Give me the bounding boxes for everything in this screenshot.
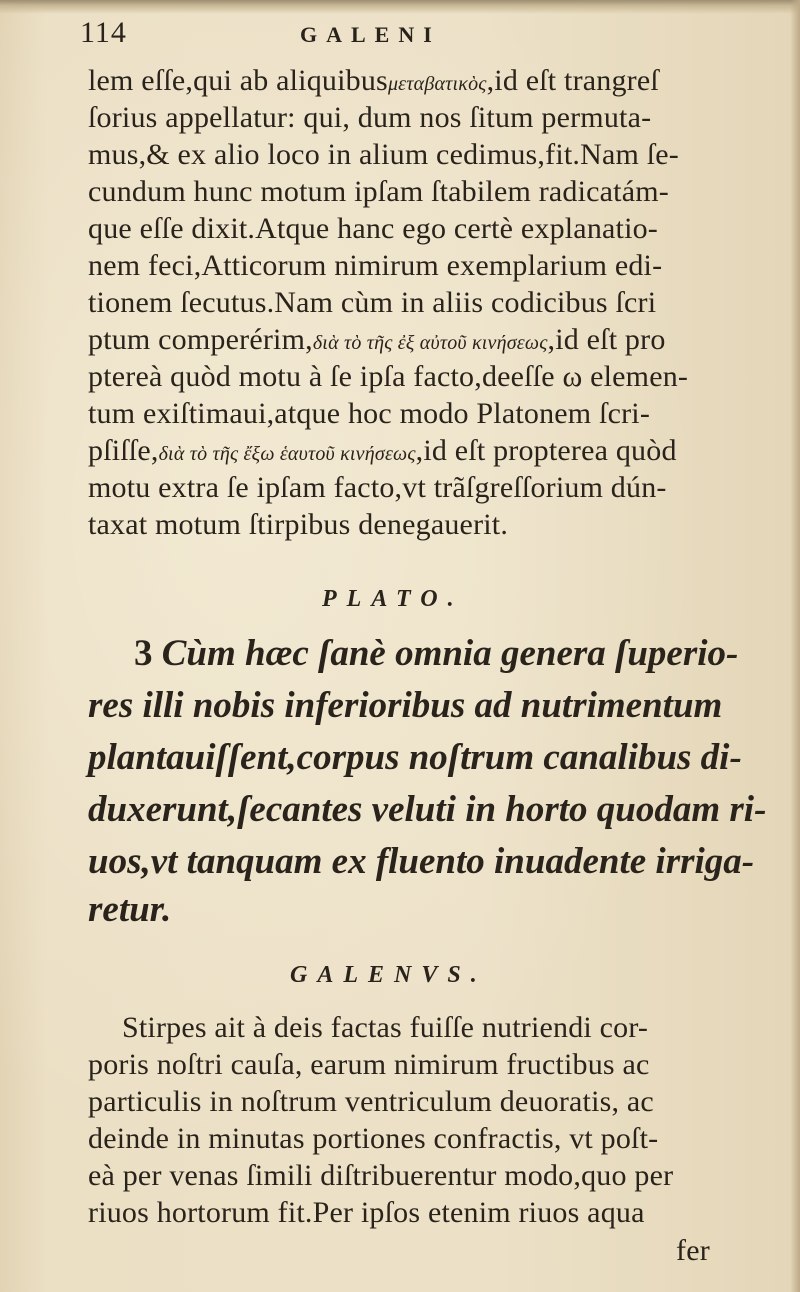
commentary-line: pſiſſe,διὰ τὸ τῆς ἔξω ἑαυτοῦ κινήσεως,id eſt propterea quòd bbox=[88, 434, 677, 467]
commentary-line: ſorius appellatur: qui, dum nos ſitum permuta- bbox=[88, 101, 652, 134]
catchword: fer bbox=[676, 1234, 710, 1267]
commentary-line: poris noſtri cauſa, earum nimirum fructibus ac bbox=[88, 1048, 650, 1081]
commentary-line: eà per venas ſimili diſtribuerentur modo,quo per bbox=[88, 1159, 674, 1192]
commentary-line: taxat motum ſtirpibus denegauerit. bbox=[88, 508, 509, 541]
commentary-line: tionem ſecutus.Nam cùm in aliis codicibus ſcri bbox=[88, 286, 657, 319]
commentary-line: lem eſſe,qui ab aliquibusμεταβατικὸς,id eſt trangreſ bbox=[88, 64, 659, 97]
section-heading-plato: PLATO. bbox=[322, 586, 464, 612]
commentary-line: deinde in minutas portiones confractis, vt poſt- bbox=[88, 1122, 659, 1155]
plato-line: uos,vt tanquam ex fluento inuadente irriga- bbox=[88, 841, 755, 882]
commentary-line: nem feci,Atticorum nimirum exemplarium edi- bbox=[88, 249, 663, 282]
plato-line: 3 Cùm hæc ſanè omnia genera ſuperio- bbox=[134, 633, 739, 674]
commentary-line: cundum hunc motum ipſam ſtabilem radicatám- bbox=[88, 175, 669, 208]
commentary-line: mus,& ex alio loco in alium cedimus,fit.Nam ſe- bbox=[88, 138, 679, 171]
commentary-line: ptereà quòd motu à ſe ipſa facto,deeſſe ω elemen- bbox=[88, 360, 689, 393]
section-heading-galenus: GALENVS. bbox=[290, 962, 487, 988]
page-top-edge bbox=[0, 0, 800, 14]
commentary-line: motu extra ſe ipſam facto,vt trãſgreſſorium dún- bbox=[88, 471, 667, 504]
commentary-line: riuos hortorum fit.Per ipſos etenim riuos aqua bbox=[88, 1196, 645, 1229]
greek-phrase: μεταβατικὸς bbox=[387, 73, 487, 95]
commentary-line: que eſſe dixit.Atque hanc ego certè explanatio- bbox=[88, 212, 658, 245]
plato-line: retur. bbox=[88, 889, 172, 930]
page-right-edge bbox=[790, 0, 800, 1292]
commentary-line: tum exiſtimaui,atque hoc modo Platonem ſcri- bbox=[88, 397, 651, 430]
running-head: GALENI bbox=[300, 22, 441, 47]
plato-line: res illi nobis inferioribus ad nutrimentum bbox=[88, 685, 723, 726]
page-number: 114 bbox=[80, 16, 127, 49]
plato-line: duxerunt,ſecantes veluti in horto quodam ri- bbox=[88, 789, 767, 830]
greek-phrase: διὰ τὸ τῆς ἔξω ἑαυτοῦ κινήσεως bbox=[158, 443, 416, 465]
greek-phrase: διὰ τὸ τῆς ἐξ αὐτοῦ κινήσεως bbox=[312, 332, 548, 354]
paragraph-number: 3 bbox=[134, 633, 153, 674]
plato-line: plantauiſſent,corpus noſtrum canalibus di- bbox=[88, 737, 742, 778]
commentary-line: Stirpes ait à deis factas fuiſſe nutriendi cor- bbox=[122, 1011, 649, 1044]
commentary-line: particulis in noſtrum ventriculum deuoratis, ac bbox=[88, 1085, 654, 1118]
commentary-line: ptum comperérim,διὰ τὸ τῆς ἐξ αὐτοῦ κινήσεως,id eſt pro bbox=[88, 323, 666, 356]
